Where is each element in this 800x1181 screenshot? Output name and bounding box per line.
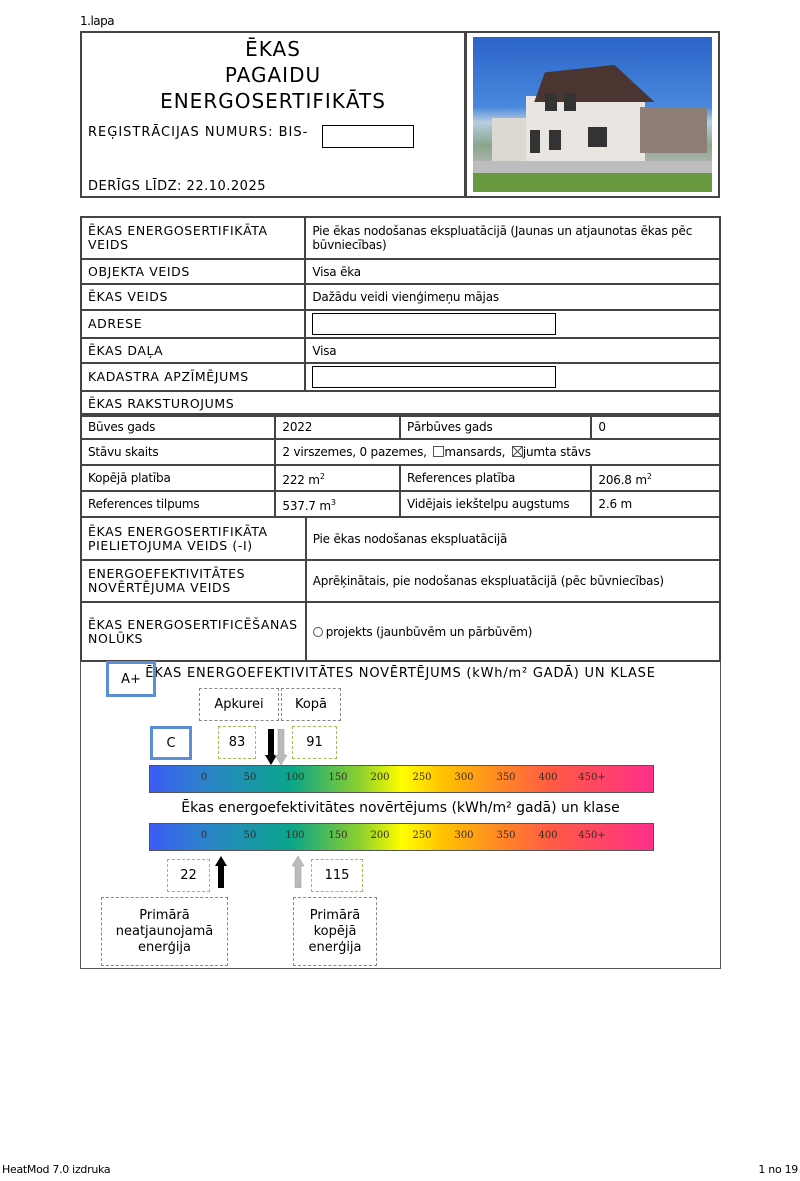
tick-0: 0 [200, 830, 208, 841]
total-label-box: Kopā [281, 688, 341, 721]
nonrenewable-label-box [101, 897, 228, 966]
rating-scale-bar-top [149, 765, 654, 793]
valid-until: DERĪGS LĪDZ: 22.10.2025 [88, 179, 266, 194]
total-primary-label-line-2: kopējā [313, 923, 357, 939]
purpose-cell [306, 602, 720, 661]
tick-450-plus: 450+ [578, 830, 606, 841]
tick-450-plus: 450+ [578, 772, 606, 783]
cert-type-value: Pie ēkas nodošanas ekspluatācijā (Jaunas un atjaunotas ēkas pēc būvniecības) [305, 217, 720, 259]
cadastre-cell [305, 363, 720, 391]
total-primary-label-box [293, 897, 377, 966]
nonrenewable-up-arrow-icon [215, 856, 227, 888]
tick-150: 150 [328, 772, 348, 783]
building-photo [473, 37, 712, 192]
nonrenewable-label-line-3: enerģija [137, 939, 192, 955]
tick-150: 150 [328, 830, 348, 841]
total-area-text: 222 m [282, 472, 320, 487]
energy-class-bottom: A+ [106, 661, 156, 697]
cadastre-field[interactable] [312, 366, 556, 388]
ref-volume-value: 537.7 $m^3$ [275, 491, 400, 517]
build-year-label: Būves gads [81, 414, 275, 439]
nonrenewable-label-line-1: Primārā [139, 907, 190, 923]
address-cell [305, 310, 720, 338]
building-type-label: ĒKAS VEIDS [81, 284, 305, 310]
tick-200: 200 [370, 830, 390, 841]
avg-height-label: Vidējais iekštelpu augstums [400, 491, 591, 517]
assessment-type-value: Aprēķinātais, pie nodošanas ekspluatācijā (pēc būvniecības) [306, 560, 720, 602]
tick-350: 350 [496, 830, 516, 841]
building-part-value: Visa [305, 338, 720, 363]
building-photo-frame [465, 31, 720, 198]
ref-volume-label: References tilpums [81, 491, 275, 517]
registration-number-field[interactable] [322, 125, 414, 148]
nonrenewable-value-box: 22 [167, 859, 210, 892]
total-primary-label-line-1: Primārā [309, 907, 361, 923]
title-line-3: ENERGOSERTIFIKĀTS [160, 89, 386, 113]
floors-label: Stāvu skaits [81, 439, 275, 465]
heating-label-box: Apkurei [199, 688, 279, 721]
mansard-checkbox-icon [433, 446, 444, 457]
rating-subtitle: Ēkas energoefektivitātes novērtējums (kWh/m² gadā) un klase [181, 800, 620, 816]
cadastre-label: KADASTRA APZĪMĒJUMS [81, 363, 305, 391]
tick-0: 0 [200, 772, 208, 783]
building-part-label: ĒKAS DAĻA [81, 338, 305, 363]
ref-area-text: 206.8 m [598, 472, 647, 487]
object-type-label: OBJEKTA VEIDS [81, 259, 305, 284]
tick-400: 400 [538, 830, 558, 841]
ref-area-value: 206.8 $m^2$ [591, 465, 720, 491]
total-primary-value-box: 115 [311, 859, 363, 892]
floors-count: 2 virszemes, 0 pazemes, [282, 445, 427, 459]
ref-volume-text: 537.7 m [282, 498, 331, 513]
address-label: ADRESE [81, 310, 305, 338]
tick-250: 250 [412, 772, 432, 783]
rebuild-year-label: Pārbūves gads [400, 414, 591, 439]
energy-rating-section [80, 661, 721, 969]
ref-area-label: References platība [400, 465, 591, 491]
total-area-label: Kopējā platība [81, 465, 275, 491]
tick-350: 350 [496, 772, 516, 783]
tick-300: 300 [454, 830, 474, 841]
mansard-label: mansards, [444, 445, 506, 459]
total-primary-up-arrow-icon [292, 856, 304, 888]
tick-50: 50 [243, 772, 257, 783]
heating-value-box: 83 [218, 726, 256, 759]
energy-class-top: C [150, 726, 192, 760]
title-line-1: ĒKAS [245, 37, 301, 61]
tick-300: 300 [454, 772, 474, 783]
title-line-2: PAGAIDU [224, 63, 322, 87]
tick-100: 100 [285, 772, 305, 783]
characteristics-table [80, 413, 721, 518]
tick-400: 400 [538, 772, 558, 783]
tick-50: 50 [243, 830, 257, 841]
purpose-value: projekts (jaunbūvēm un pārbūvēm) [325, 624, 533, 639]
roof-floor-checked-icon [512, 446, 523, 457]
nonrenewable-label-line-2: neatjaunojamā [115, 923, 214, 939]
usage-type-label: ĒKAS ENERGOSERTIFIKĀTA PIELIETOJUMA VEIDS (-I) [81, 517, 306, 560]
floors-value [275, 439, 720, 465]
purpose-radio-icon [313, 627, 323, 637]
object-type-value: Visa ēka [305, 259, 720, 284]
building-info-table [80, 216, 721, 417]
total-area-value: 222 $m^2$ [275, 465, 400, 491]
tick-100: 100 [285, 830, 305, 841]
building-type-value: Dažādu veidi vienģimeņu mājas [305, 284, 720, 310]
assessment-type-label: ENERGOEFEKTIVITĀTES NOVĒRTĒJUMA VEIDS [81, 560, 306, 602]
page-label: 1.lapa [80, 14, 115, 28]
footer-app-name: HeatMod 7.0 izdruka [2, 1163, 111, 1176]
total-value-box: 91 [292, 726, 337, 759]
total-primary-label-line-3: enerģija [308, 939, 362, 955]
registration-label: REĢISTRĀCIJAS NUMURS: BIS- [88, 125, 309, 140]
usage-table [80, 516, 721, 662]
roof-floor-label: jumta stāvs [522, 445, 591, 459]
tick-200: 200 [370, 772, 390, 783]
rebuild-year-value: 0 [591, 414, 720, 439]
purpose-label: ĒKAS ENERGOSERTIFICĒŠANAS NOLŪKS [81, 602, 306, 661]
footer-page-number: 1 no 19 [758, 1163, 798, 1176]
tick-250: 250 [412, 830, 432, 841]
characteristics-heading: ĒKAS RAKSTUROJUMS [81, 391, 720, 416]
address-field[interactable] [312, 313, 556, 335]
usage-type-value: Pie ēkas nodošanas ekspluatācijā [306, 517, 720, 560]
avg-height-value: 2.6 m [591, 491, 720, 517]
cert-type-label: ĒKAS ENERGOSERTIFIKĀTA VEIDS [81, 217, 305, 259]
certificate-title-box [80, 31, 466, 198]
total-down-arrow-icon [275, 729, 287, 765]
build-year-value: 2022 [275, 414, 400, 439]
rating-title: ĒKAS ENERGOEFEKTIVITĀTES NOVĒRTĒJUMS (kWh/m² GADĀ) UN KLASE [145, 666, 656, 681]
rating-scale-bar-bottom [149, 823, 654, 851]
